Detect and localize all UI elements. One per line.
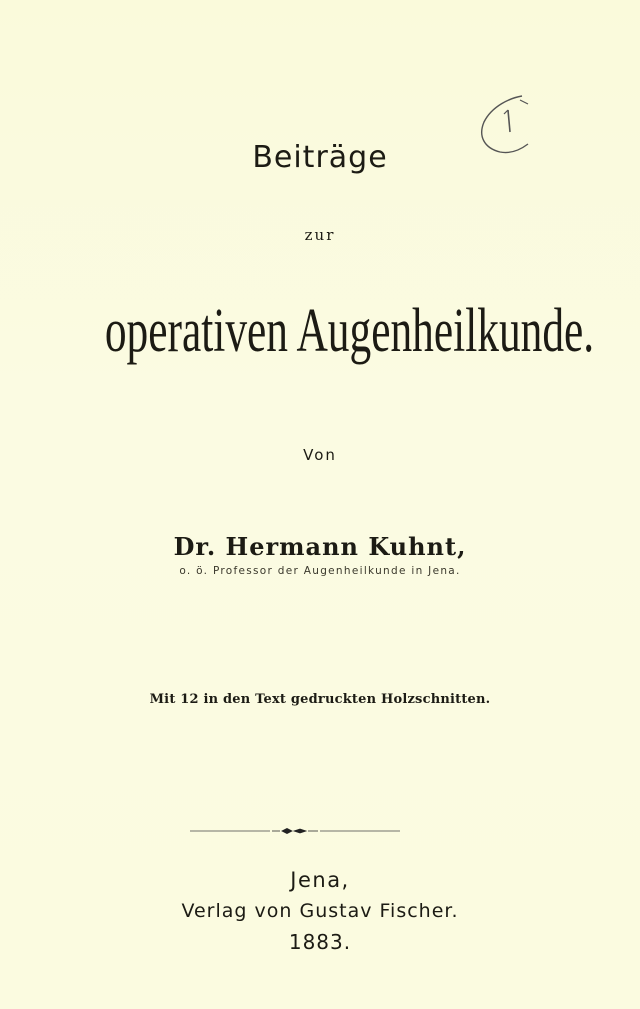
by-label: Von: [303, 446, 337, 464]
publication-year: 1883.: [288, 930, 352, 954]
publication-place: Jena,: [290, 868, 350, 892]
main-title-text: operativen Augenheilkunde.: [104, 297, 595, 365]
publisher: Verlag von Gustav Fischer.: [181, 900, 459, 922]
ornamental-rule: [190, 828, 400, 834]
title-line-1: Beiträge: [252, 140, 388, 175]
illustrations-note-text: Mit 12 in den Text gedruckten Holzschnitten.: [149, 692, 491, 707]
author-name: Dr. Hermann Kuhnt,: [173, 532, 467, 561]
illustrations-note: [0, 692, 640, 707]
author-position: o. ö. Professor der Augenheilkunde in Jena.: [179, 565, 461, 577]
title-line-2: zur: [304, 226, 336, 244]
main-title: [0, 296, 640, 366]
